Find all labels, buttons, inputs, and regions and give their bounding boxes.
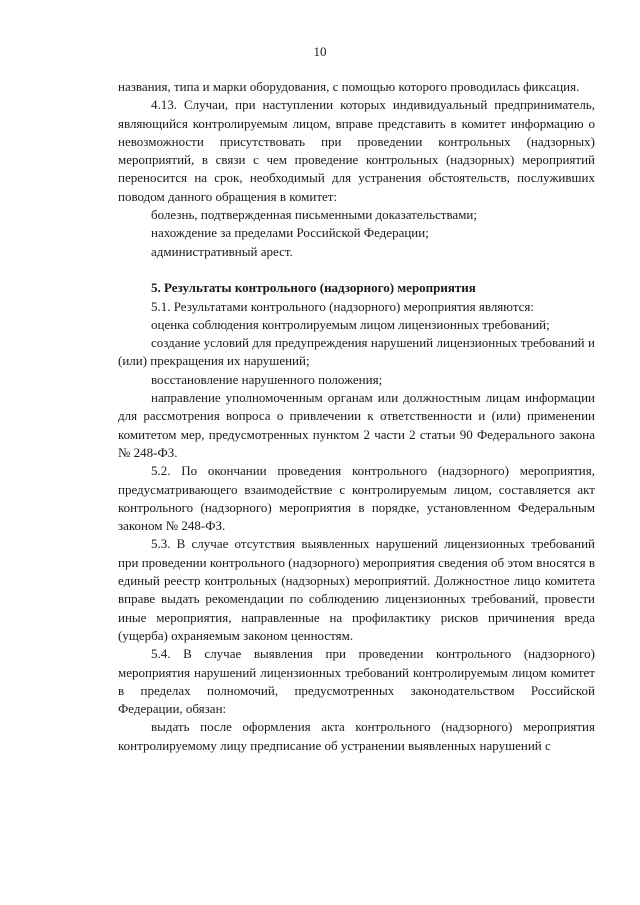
paragraph: оценка соблюдения контролируемым лицом лицензионных требований; bbox=[151, 316, 550, 332]
paragraph-spacer bbox=[118, 261, 595, 279]
page-number: 10 bbox=[313, 44, 327, 59]
paragraph: 4.13. Случаи, при наступлении которых индивидуальный предприниматель, являющийся контролируемым лицом, вправе представить в комитет информацию о невозможности присутствовать при проведении контрольных (надзорных) мероприятий, в связи с чем проведение контрольных (надзорных) мероприятий переносится на срок, необходимый для устранения обстоятельств, послуживших поводом данного обращения в комитет: bbox=[118, 97, 595, 204]
paragraph: 5.3. В случае отсутствия выявленных нарушений лицензионных требований при проведении контрольного (надзорного) мероприятия сведения об этом вносятся в единый реестр контрольных (надзорных) мероприятий. Должностное лицо комитета вправе выдать рекомендации по соблюдению лицензионных требований, провести иные мероприятия, направленные на профилактику рисков причинения вреда (ущерба) охраняемым законом ценностям. bbox=[118, 536, 595, 643]
paragraph: выдать после оформления акта контрольного (надзорного) мероприятия контролируемому лицу предписание об устранении выявленных нарушений с bbox=[118, 719, 595, 753]
paragraph: 5.4. В случае выявления при проведении контрольного (надзорного) мероприятия нарушений лицензионных требований контролируемым лицом комитет в пределах полномочий, предусмотренных законодательством Российской Федерации, обязан: bbox=[118, 646, 595, 717]
section-heading: 5. Результаты контрольного (надзорного) мероприятия bbox=[151, 280, 476, 296]
paragraph: болезнь, подтвержденная письменными доказательствами; bbox=[151, 207, 477, 223]
paragraph: 5.1. Результатами контрольного (надзорного) мероприятия являются: bbox=[151, 298, 535, 314]
paragraph: создание условий для предупреждения нарушений лицензионных требований и (или) прекращения их нарушений; bbox=[118, 335, 595, 369]
document-body bbox=[118, 78, 595, 755]
paragraph: восстановление нарушенного положения; bbox=[151, 371, 383, 387]
paragraph: направление уполномоченным органам или должностным лицам информации для рассмотрения вопроса о привлечении к ответственности и (или) применении комитетом мер, предусмотренных пунктом 2 части 2 статьи 90 Федерального закона № 248-ФЗ. bbox=[118, 390, 595, 460]
paragraph: названия, типа и марки оборудования, с помощью которого проводилась фиксация. bbox=[118, 79, 580, 94]
paragraph: нахождение за пределами Российской Федерации; bbox=[151, 225, 429, 241]
paragraph: 5.2. По окончании проведения контрольного (надзорного) мероприятия, предусматривающего взаимодействие с контролируемым лицом, составляется акт контрольного (надзорного) мероприятия в порядке, установленном Федеральным законом № 248-ФЗ. bbox=[118, 463, 595, 534]
paragraph: административный арест. bbox=[151, 243, 293, 259]
